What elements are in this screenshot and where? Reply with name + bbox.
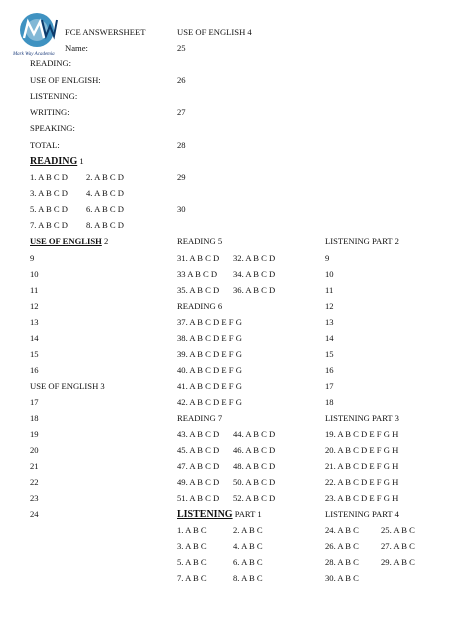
uoe2-heading-text: USE OF ENGLISH: [30, 236, 102, 246]
reading1-heading: [30, 157, 84, 167]
listening4-item: 29. A B C: [381, 557, 415, 567]
reading1-item: 2. A B C D: [86, 172, 124, 182]
listening1-item: 1. A B C: [177, 525, 207, 535]
listening1-item: 6. A B C: [233, 557, 263, 567]
speaking-score-label: SPEAKING:: [30, 123, 75, 133]
listening-score-label: LISTENING:: [30, 91, 78, 101]
listening2-item: 11: [325, 285, 334, 295]
uoe4-item: 27: [177, 107, 186, 117]
reading1-item: 4. A B C D: [86, 188, 124, 198]
reading6-item: 40. A B C D E F G: [177, 365, 242, 375]
reading7-item: 47. A B C D: [177, 461, 220, 471]
reading7-item: 52. A B C D: [233, 493, 276, 503]
reading1-heading-text: READING: [30, 156, 78, 167]
uoe2-heading-suffix: 2: [103, 236, 109, 246]
reading1-item: 1. A B C D: [30, 172, 68, 182]
listening2-item: 18: [325, 397, 334, 407]
listening1-heading-suffix: PART 1: [234, 509, 262, 519]
reading6-item: 41. A B C D E F G: [177, 381, 242, 391]
uoe2-item: 14: [30, 333, 39, 343]
uoe2-item: 11: [30, 285, 39, 295]
listening1-item: 8. A B C: [233, 573, 263, 583]
uoe4-item: 30: [177, 204, 186, 214]
uoe4-item: 25: [177, 43, 186, 53]
reading5-item: 36. A B C D: [233, 285, 276, 295]
academy-logo: [12, 10, 62, 58]
listening2-heading: LISTENING PART 2: [325, 236, 399, 246]
reading6-heading: READING 6: [177, 301, 223, 311]
reading5-item: 34. A B C D: [233, 269, 276, 279]
listening4-item: 30. A B C: [325, 573, 359, 583]
sheet-subtitle: USE OF ENGLISH 4: [177, 27, 252, 37]
name-label: Name:: [65, 43, 88, 53]
reading7-item: 50. A B C D: [233, 477, 276, 487]
uoe3-item: 18: [30, 413, 39, 423]
uoe4-item: 28: [177, 140, 186, 150]
reading7-heading: READING 7: [177, 413, 223, 423]
reading5-heading: READING 5: [177, 236, 223, 246]
reading7-item: 48. A B C D: [233, 461, 276, 471]
uoe2-item: 10: [30, 269, 39, 279]
listening4-item: 25. A B C: [381, 525, 415, 535]
uoe4-item: 26: [177, 75, 186, 85]
reading7-item: 46. A B C D: [233, 445, 276, 455]
uoe3-item: 22: [30, 477, 39, 487]
listening3-item: 22. A B C D E F G H: [325, 477, 399, 487]
reading6-item: 37. A B C D E F G: [177, 317, 242, 327]
reading5-item: 35. A B C D: [177, 285, 220, 295]
reading-score-label: READING:: [30, 58, 72, 68]
reading1-heading-suffix: 1: [79, 156, 84, 166]
reading1-item: 8. A B C D: [86, 220, 124, 230]
reading5-item: 33 A B C D: [177, 269, 218, 279]
listening4-item: 27. A B C: [381, 541, 415, 551]
uoe2-item: 13: [30, 317, 39, 327]
listening1-item: 7. A B C: [177, 573, 207, 583]
reading1-item: 6. A B C D: [86, 204, 124, 214]
writing-score-label: WRITING:: [30, 107, 70, 117]
uoe3-item: 23: [30, 493, 39, 503]
listening1-item: 4. A B C: [233, 541, 263, 551]
listening4-item: 24. A B C: [325, 525, 359, 535]
uoe2-item: 15: [30, 349, 39, 359]
listening1-item: 2. A B C: [233, 525, 263, 535]
reading7-item: 44. A B C D: [233, 429, 276, 439]
listening1-heading-text: LISTENING: [177, 509, 233, 520]
logo-text: Mark Way Academia: [13, 52, 55, 57]
uoe4-item: 29: [177, 172, 186, 182]
listening2-item: 16: [325, 365, 334, 375]
listening3-item: 20. A B C D E F G H: [325, 445, 399, 455]
total-score-label: TOTAL:: [30, 140, 60, 150]
listening2-item: 14: [325, 333, 334, 343]
listening2-item: 10: [325, 269, 334, 279]
reading1-item: 3. A B C D: [30, 188, 68, 198]
reading7-item: 43. A B C D: [177, 429, 220, 439]
reading1-item: 5. A B C D: [30, 204, 68, 214]
uoe3-item: 20: [30, 445, 39, 455]
listening1-heading: [177, 510, 262, 520]
uoe2-heading: [30, 237, 108, 246]
listening2-item: 12: [325, 301, 334, 311]
uoe3-item: 24: [30, 509, 39, 519]
reading5-item: 31. A B C D: [177, 253, 220, 263]
listening3-item: 21. A B C D E F G H: [325, 461, 399, 471]
listening4-item: 28. A B C: [325, 557, 359, 567]
listening4-heading: LISTENING PART 4: [325, 509, 399, 519]
reading6-item: 42. A B C D E F G: [177, 397, 242, 407]
reading5-item: 32. A B C D: [233, 253, 276, 263]
reading7-item: 51. A B C D: [177, 493, 220, 503]
uoe3-item: 19: [30, 429, 39, 439]
listening3-item: 23. A B C D E F G H: [325, 493, 399, 503]
uoe3-item: 21: [30, 461, 39, 471]
listening2-item: 13: [325, 317, 334, 327]
reading7-item: 45. A B C D: [177, 445, 220, 455]
listening3-heading: LISTENING PART 3: [325, 413, 399, 423]
listening4-item: 26. A B C: [325, 541, 359, 551]
listening1-item: 3. A B C: [177, 541, 207, 551]
use-score-label: USE OF ENLGISH:: [30, 75, 101, 85]
uoe2-item: 12: [30, 301, 39, 311]
listening2-item: 17: [325, 381, 334, 391]
reading1-item: 7. A B C D: [30, 220, 68, 230]
reading7-item: 49. A B C D: [177, 477, 220, 487]
listening1-item: 5. A B C: [177, 557, 207, 567]
reading6-item: 38. A B C D E F G: [177, 333, 242, 343]
uoe3-item: 17: [30, 397, 39, 407]
sheet-title: FCE ANSWERSHEET: [65, 27, 146, 37]
listening2-item: 15: [325, 349, 334, 359]
reading6-item: 39. A B C D E F G: [177, 349, 242, 359]
uoe2-item: 9: [30, 253, 35, 263]
listening3-item: 19. A B C D E F G H: [325, 429, 399, 439]
uoe2-item: 16: [30, 365, 39, 375]
listening2-item: 9: [325, 253, 330, 263]
uoe3-heading: USE OF ENGLISH 3: [30, 381, 105, 391]
